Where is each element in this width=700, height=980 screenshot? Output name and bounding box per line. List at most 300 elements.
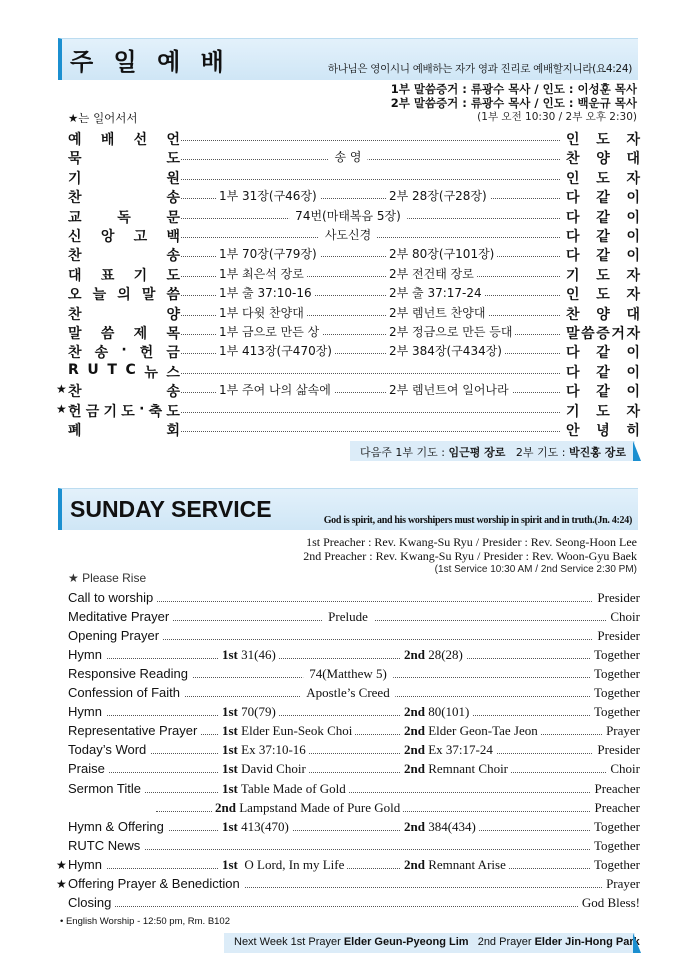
item-label — [68, 265, 180, 285]
label-char: 묵 — [68, 151, 82, 168]
label-char: · — [121, 342, 127, 359]
item-detail: Prelude — [322, 609, 374, 625]
item-role: Choir — [606, 761, 640, 777]
part-2 — [401, 761, 511, 777]
table-row — [56, 666, 640, 685]
label-char: 헌 — [139, 345, 154, 362]
table-row — [56, 876, 640, 895]
item-role — [560, 381, 640, 401]
table-row — [56, 742, 640, 761]
arrow-icon — [633, 933, 641, 953]
label-char: 목 — [166, 326, 180, 342]
table-row — [56, 207, 640, 226]
item-detail: 74(Matthew 5) — [303, 666, 393, 682]
table-row — [56, 168, 640, 187]
item-role — [560, 342, 640, 362]
part-2-text: Remnant Arise — [424, 856, 506, 872]
item-label — [68, 168, 180, 188]
item-label — [68, 401, 180, 421]
part-2 — [386, 265, 477, 282]
item-label: Hymn — [68, 647, 106, 662]
star-icon: ★ — [56, 401, 67, 416]
part-1 — [219, 647, 279, 663]
label-char: 스 — [166, 364, 180, 381]
role-char: 이 — [626, 384, 640, 401]
table-row — [56, 895, 640, 914]
role-char: 같 — [596, 364, 610, 381]
part-1-text: Table Made of Gold — [237, 780, 346, 796]
part-1-text: David Choir — [237, 761, 306, 777]
item-label — [68, 323, 180, 343]
part-1-number: 2nd — [215, 799, 236, 815]
role-char: 이 — [626, 364, 640, 381]
korean-preacher-1: 1부 말씀증거 : 류광수 목사 / 인도 : 이성훈 목사 — [390, 82, 637, 96]
english-title: SUNDAY SERVICE — [70, 496, 272, 522]
part-1-text: 1부 출 37:10-16 — [219, 286, 312, 301]
english-verse: God is spirit, and his worshipers must worship in spirit and in truth.(Jn. 4:24) — [323, 515, 632, 526]
part-2-number: 2nd — [404, 723, 425, 739]
table-row — [56, 420, 640, 439]
item-label — [68, 284, 180, 304]
part-2 — [401, 819, 479, 835]
item-label — [68, 207, 180, 227]
part-2-text: Remnant Choir — [424, 761, 509, 777]
part-1-text: O Lord, In my Life — [237, 856, 345, 872]
label-char: 제 — [133, 326, 148, 342]
role-char: 자 — [626, 403, 640, 420]
part-2-text: 2부 전건태 장로 — [389, 266, 474, 281]
role-char: 같 — [596, 384, 610, 401]
item-label — [68, 245, 180, 265]
item-label: Hymn — [68, 857, 106, 872]
part-1-text: 1부 31장(구46장) — [219, 189, 317, 204]
label-char: 원 — [166, 170, 180, 187]
item-role: Prayer — [602, 723, 640, 739]
part-2-text: Ex 37:17-24 — [424, 742, 493, 758]
part-1-text: 1부 최은석 장로 — [219, 266, 304, 281]
label-char: 앙 — [100, 229, 115, 245]
label-char: 고 — [133, 229, 148, 245]
item-role — [560, 226, 640, 246]
label-char: 양 — [166, 306, 180, 323]
role-char: 증 — [596, 326, 610, 342]
label-char: 표 — [100, 267, 115, 284]
part-2-text: 2부 28장(구28장) — [389, 189, 487, 204]
item-label: Closing — [68, 895, 115, 910]
part-2-text: 2부 384장(구434장) — [389, 344, 502, 359]
part-1-number: 1st — [222, 742, 238, 758]
label-char: 예 — [68, 132, 82, 148]
label-char: C — [125, 361, 136, 378]
role-char: 인 — [566, 132, 580, 148]
dotted-leader — [68, 906, 640, 907]
item-role: Together — [590, 819, 640, 835]
part-2 — [386, 323, 515, 340]
part-2-number: 2nd — [404, 818, 425, 834]
part-2-number: 2nd — [404, 647, 425, 663]
part-2-text: 2부 렘넌트 찬양대 — [389, 305, 486, 320]
label-char: 도 — [166, 151, 180, 168]
role-char: 말 — [566, 326, 580, 342]
role-char: 다 — [566, 229, 580, 245]
role-char: 같 — [596, 345, 610, 362]
dotted-leader — [68, 792, 640, 793]
item-label: Responsive Reading — [68, 666, 192, 681]
role-char: 기 — [566, 267, 580, 284]
english-worship-note: • English Worship - 12:50 pm, Rm. B102 — [60, 916, 231, 927]
role-char: 같 — [596, 190, 610, 207]
korean-rise-note: ★는 일어서서 — [68, 111, 138, 125]
label-char: 찬 — [68, 384, 82, 401]
korean-next-prefix-2: 2부 기도 : — [515, 446, 569, 459]
item-label — [68, 226, 180, 246]
item-label: Offering Prayer & Benediction — [68, 876, 244, 891]
item-role — [560, 187, 640, 207]
item-label — [68, 129, 180, 149]
item-label — [68, 342, 180, 362]
role-char: 같 — [596, 229, 610, 245]
label-char: 도 — [166, 403, 180, 420]
part-1 — [219, 761, 309, 777]
english-title-bar — [58, 488, 638, 530]
table-row — [56, 187, 640, 206]
role-char: 씀 — [581, 326, 595, 342]
role-char: 이 — [626, 345, 640, 362]
part-1-text: 413(470) — [237, 818, 289, 834]
role-char: 자 — [626, 267, 640, 284]
star-icon: ★ — [56, 857, 67, 872]
part-2-text: 2부 정금으로 만든 등대 — [389, 325, 513, 339]
part-1 — [219, 704, 279, 720]
role-char: 다 — [566, 384, 580, 401]
table-row — [56, 800, 640, 819]
part-2-text: 2부 80장(구101장) — [389, 247, 495, 262]
item-role — [560, 129, 640, 149]
dotted-leader — [68, 715, 640, 716]
part-1 — [216, 304, 307, 321]
part-2-text: 80(101) — [424, 704, 470, 720]
label-char: 금 — [85, 403, 100, 420]
label-char: 백 — [166, 229, 180, 245]
item-label: Praise — [68, 761, 109, 776]
table-row — [56, 609, 640, 628]
part-1 — [219, 819, 292, 835]
part-1-number: 1st — [222, 723, 238, 739]
korean-title-bar — [58, 38, 638, 80]
label-char: 도 — [121, 403, 135, 420]
item-role — [560, 304, 640, 324]
dotted-leader — [68, 849, 640, 850]
item-role: Preacher — [591, 781, 640, 797]
item-label: Hymn & Offering — [68, 819, 168, 834]
label-char: 기 — [68, 170, 82, 187]
table-row — [56, 685, 640, 704]
label-char: 독 — [117, 209, 131, 226]
item-role: Together — [590, 647, 640, 663]
table-row — [56, 819, 640, 838]
label-char: T — [107, 361, 117, 378]
label-char: 기 — [103, 403, 118, 420]
role-char: 도 — [596, 267, 610, 284]
part-2-text: 2부 렘넌트여 일어나라 — [389, 383, 509, 398]
part-2-text: 384(434) — [424, 818, 476, 834]
item-role — [560, 265, 640, 285]
item-label — [68, 362, 180, 382]
label-char: 금 — [166, 345, 180, 362]
role-char: 같 — [596, 209, 610, 226]
label-char: 도 — [166, 267, 180, 284]
part-1 — [216, 323, 322, 340]
label-char: 교 — [68, 209, 82, 226]
role-char: 다 — [566, 209, 580, 226]
role-char: 이 — [626, 209, 640, 226]
label-char: · — [139, 400, 145, 417]
role-char: 대 — [626, 306, 640, 323]
item-label — [68, 187, 180, 207]
label-char: U — [87, 361, 99, 378]
role-char: 안 — [566, 423, 580, 439]
item-label: RUTC News — [68, 838, 144, 853]
part-1-text: 70(79) — [237, 704, 276, 720]
table-row — [56, 590, 640, 609]
item-detail: 송 영 — [329, 148, 368, 165]
part-1 — [216, 265, 307, 282]
label-char: 씀 — [100, 326, 115, 342]
part-1 — [216, 284, 315, 301]
item-detail: 74번(마태복음 5장) — [289, 207, 407, 224]
part-2 — [386, 284, 485, 301]
table-row — [56, 265, 640, 284]
item-label: Confession of Faith — [68, 685, 184, 700]
english-next-week-bar — [224, 933, 640, 953]
item-role: Presider — [593, 590, 640, 606]
part-2-number: 2nd — [404, 704, 425, 720]
item-detail: Apostle’s Creed — [300, 685, 395, 701]
item-role — [560, 401, 640, 421]
part-1-text: 1부 주여 나의 삶속에 — [219, 383, 331, 398]
table-row — [56, 704, 640, 723]
part-1 — [219, 781, 349, 797]
role-char: 양 — [596, 306, 610, 323]
item-role — [560, 148, 640, 168]
label-char: 말 — [68, 326, 82, 342]
item-label — [68, 381, 180, 401]
item-role: Choir — [606, 609, 640, 625]
item-role — [560, 207, 640, 227]
label-char: 언 — [166, 132, 180, 148]
part-1 — [216, 187, 320, 204]
dotted-leader — [68, 868, 640, 869]
dotted-leader — [68, 658, 640, 659]
label-char: 기 — [133, 267, 148, 284]
part-1-number: 1st — [222, 780, 238, 796]
english-next-prefix-1: Next Week 1st Prayer — [234, 936, 344, 948]
part-1 — [219, 742, 309, 758]
item-role — [560, 323, 640, 343]
item-role: God Bless! — [578, 895, 640, 911]
table-row — [56, 304, 640, 323]
label-char: 늘 — [92, 287, 107, 304]
korean-next-name-2: 박진홍 장로 — [569, 446, 626, 459]
label-char: 신 — [68, 229, 82, 245]
part-2 — [386, 381, 512, 398]
table-row — [56, 781, 640, 800]
role-char: 찬 — [566, 151, 580, 168]
dotted-leader — [68, 753, 640, 754]
role-char: 자 — [626, 326, 640, 342]
role-char: 인 — [566, 170, 580, 187]
part-1-text: 1부 413장(구470장) — [219, 344, 332, 359]
arrow-icon — [633, 441, 641, 461]
table-row — [56, 284, 640, 303]
part-2 — [386, 304, 488, 321]
table-row — [56, 323, 640, 342]
part-2-number: 2nd — [404, 761, 425, 777]
english-rise-note: ★ Please Rise — [68, 571, 147, 585]
table-row — [56, 148, 640, 167]
item-role — [560, 420, 640, 440]
role-char: 자 — [626, 132, 640, 148]
korean-next-week-bar — [350, 441, 635, 461]
item-role: Together — [590, 685, 640, 701]
label-char: 의 — [117, 287, 131, 304]
role-char: 자 — [626, 287, 640, 304]
role-char: 대 — [626, 151, 640, 168]
role-char: 이 — [626, 190, 640, 207]
part-1 — [216, 245, 320, 262]
role-char: 다 — [566, 190, 580, 207]
role-char: 다 — [566, 364, 580, 381]
part-2-text: 28(28) — [424, 647, 463, 663]
english-next-prefix-2: 2nd Prayer — [468, 936, 535, 948]
role-char: 양 — [596, 151, 610, 168]
part-1-text: 1부 다윗 찬양대 — [219, 305, 304, 320]
label-char: 찬 — [68, 345, 82, 362]
label-char: 찬 — [68, 190, 82, 207]
label-char: 대 — [68, 267, 82, 284]
part-1-number: 1st — [222, 761, 238, 777]
label-char: 송 — [166, 248, 180, 265]
table-row — [56, 342, 640, 361]
korean-preachers — [391, 82, 637, 124]
table-row — [56, 857, 640, 876]
role-char: 히 — [626, 423, 640, 439]
item-label — [68, 420, 180, 440]
label-char: 씀 — [166, 287, 180, 304]
role-char: 찬 — [566, 306, 580, 323]
item-role: Together — [590, 838, 640, 854]
table-row — [56, 761, 640, 780]
table-row — [56, 401, 640, 420]
star-icon: ★ — [56, 876, 67, 891]
label-char: R — [68, 361, 79, 378]
role-char: 도 — [596, 287, 610, 304]
part-1-number: 1st — [222, 647, 238, 663]
korean-next-name-1: 임근평 장로 — [448, 446, 506, 459]
table-row — [56, 129, 640, 148]
item-label: Hymn — [68, 704, 106, 719]
part-2 — [386, 245, 497, 262]
label-char: 송 — [166, 190, 180, 207]
table-row — [56, 647, 640, 666]
part-1-text: 1부 금으로 만든 상 — [219, 325, 320, 339]
role-char: 도 — [596, 403, 610, 420]
part-1-text: Ex 37:10-16 — [237, 742, 306, 758]
label-char: 송 — [94, 345, 109, 362]
label-char: 회 — [166, 423, 180, 439]
part-2 — [386, 187, 490, 204]
item-label: Representative Prayer — [68, 723, 201, 738]
part-1 — [216, 342, 335, 359]
table-row — [56, 723, 640, 742]
korean-verse: 하나님은 영이시니 예배하는 자가 영과 진리로 예배할지니라(요4:24) — [327, 63, 632, 75]
english-preachers — [303, 535, 637, 577]
english-service-times: (1st Service 10:30 AM / 2nd Service 2:30 PM) — [434, 564, 637, 575]
label-char: 문 — [166, 209, 180, 226]
label-char: 송 — [166, 384, 180, 401]
item-label: Today’s Word — [68, 742, 150, 757]
korean-title: 주 일 예 배 — [70, 48, 230, 76]
label-char: 헌 — [68, 403, 82, 420]
part-1-text: 31(46) — [237, 647, 276, 663]
table-row — [56, 245, 640, 264]
part-2 — [386, 342, 505, 359]
item-label: Meditative Prayer — [68, 609, 173, 624]
role-char: 다 — [566, 248, 580, 265]
item-role — [560, 284, 640, 304]
label-char: 찬 — [68, 306, 82, 323]
item-label: Sermon Title — [68, 781, 145, 796]
role-char: 이 — [626, 229, 640, 245]
table-row — [56, 362, 640, 381]
part-1-number: 1st — [222, 704, 238, 720]
part-1 — [212, 800, 403, 816]
part-1-text: Lampstand Made of Pure Gold — [235, 799, 401, 815]
part-2-text: Elder Geon-Tae Jeon — [424, 723, 538, 739]
part-1-text: Elder Eun-Seok Choi — [237, 723, 353, 739]
english-next-name-1: Elder Geun-Pyeong Lim — [343, 936, 469, 948]
label-char: 배 — [100, 132, 115, 148]
part-1 — [219, 857, 347, 873]
part-2 — [401, 704, 472, 720]
table-row — [56, 628, 640, 647]
role-char: 녕 — [596, 423, 610, 439]
item-label: Call to worship — [68, 590, 157, 605]
english-next-name-2: Elder Jin-Hong Park — [534, 936, 640, 948]
dotted-leader — [68, 772, 640, 773]
item-role: Together — [590, 704, 640, 720]
role-char: 도 — [596, 132, 610, 148]
part-1-number: 1st — [222, 818, 238, 834]
part-1-number: 1st — [222, 856, 238, 872]
star-icon: ★ — [56, 382, 67, 397]
role-char: 이 — [626, 248, 640, 265]
role-char: 인 — [566, 287, 580, 304]
item-label — [68, 148, 180, 168]
label-char: 선 — [133, 132, 148, 148]
item-role: Preacher — [591, 800, 640, 816]
part-2-number: 2nd — [404, 742, 425, 758]
korean-preacher-2: 2부 말씀증거 : 류광수 목사 / 인도 : 백운규 목사 — [390, 96, 637, 110]
role-char: 도 — [596, 170, 610, 187]
label-char: 폐 — [68, 423, 82, 439]
table-row — [56, 226, 640, 245]
part-1 — [219, 723, 355, 739]
role-char: 같 — [596, 248, 610, 265]
part-2-text: 2부 출 37:17-24 — [389, 286, 482, 301]
label-char: 찬 — [68, 248, 82, 265]
label-char: 오 — [68, 287, 82, 304]
